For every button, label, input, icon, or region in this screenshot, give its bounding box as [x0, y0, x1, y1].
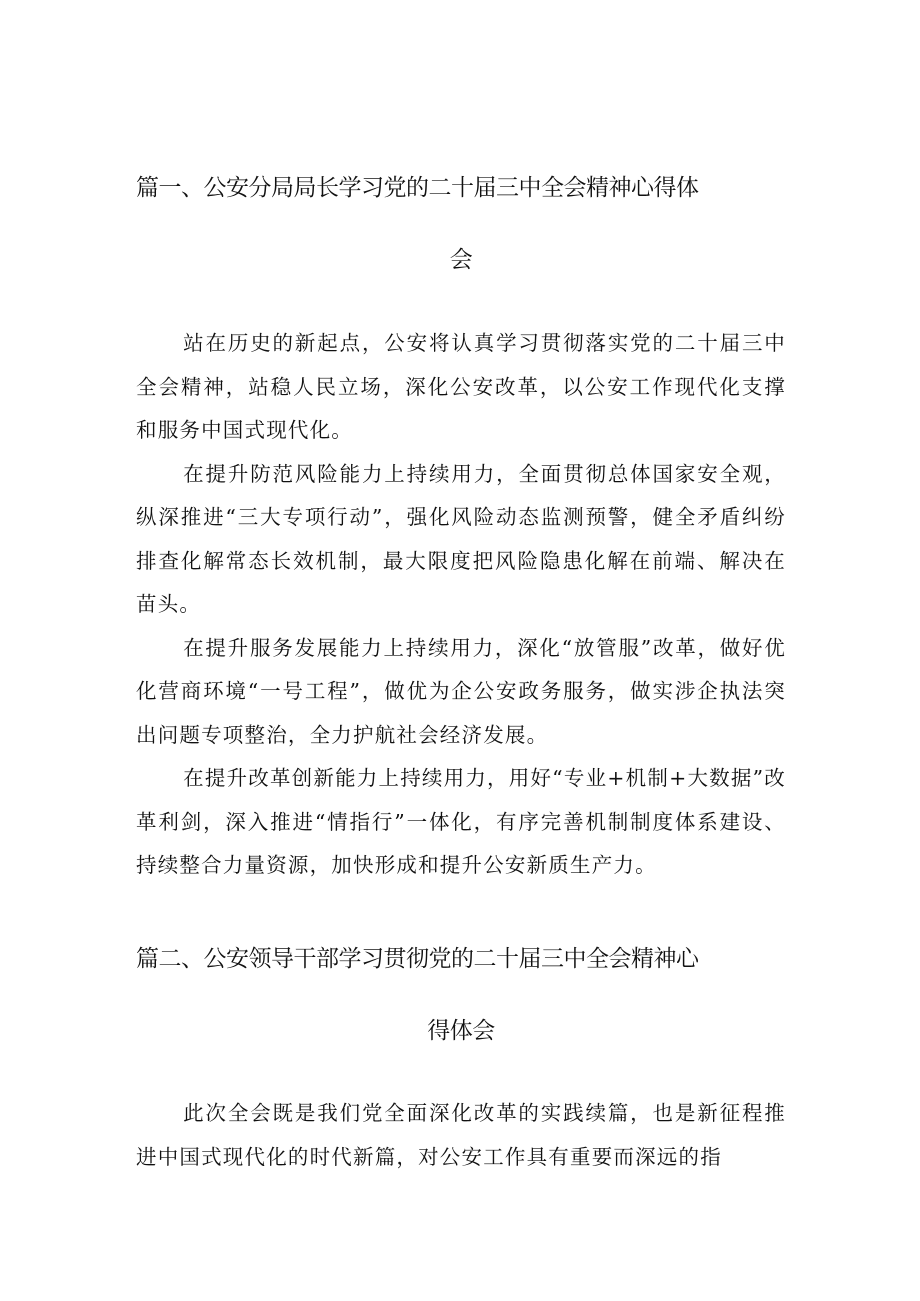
section1-paragraph-2: 在提升防范风险能力上持续用力，全面贯彻总体国家安全观，纵深推进“三大专项行动”，强化风险动态监测预警，健全矛盾纠纷排查化解常态长效机制，最大限度把风险隐患化解在前端、解决在苗头。 [136, 461, 786, 616]
section1-paragraph-1: 站在历史的新起点，公安将认真学习贯彻落实党的二十届三中全会精神，站稳人民立场，深化公安改革，以公安工作现代化支撑和服务中国式现代化。 [136, 331, 786, 442]
section1-title-line1: 篇一、公安分局局长学习党的二十届三中全会精神心得体 [136, 175, 699, 201]
section2-paragraph-1: 此次全会既是我们党全面深化改革的实践续篇，也是新征程推进中国式现代化的时代新篇，对公安工作具有重要而深远的指 [136, 1101, 786, 1169]
section1-title-line2: 会 [449, 247, 473, 273]
section2-title-line2: 得体会 [427, 1018, 495, 1044]
section1-paragraph-4: 在提升改革创新能力上持续用力，用好“专业+机制+大数据”改革利剑，深入推进“情指行”一体化，有序完善机制制度体系建设、持续整合力量资源，加快形成和提升公安新质生产力。 [136, 766, 786, 877]
section2-body [136, 1092, 786, 1179]
section2-title [136, 944, 786, 1046]
section1-body [136, 322, 786, 888]
section1-title [136, 173, 786, 275]
section2-title-line1: 篇二、公安领导干部学习贯彻党的二十届三中全会精神心 [136, 946, 699, 972]
section1-paragraph-3: 在提升服务发展能力上持续用力，深化“放管服”改革，做好优化营商环境“一号工程”，做优为企公安政务服务，做实涉企执法突出问题专项整治，全力护航社会经济发展。 [136, 635, 786, 747]
